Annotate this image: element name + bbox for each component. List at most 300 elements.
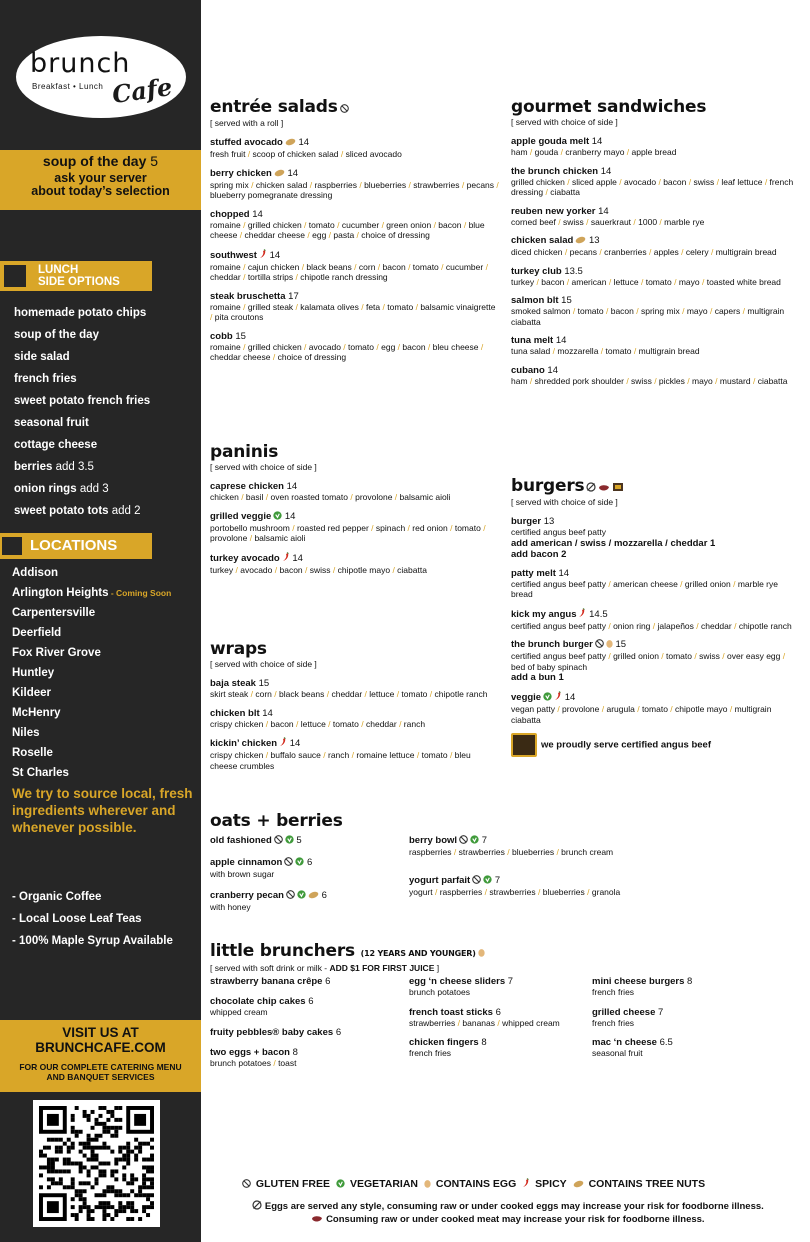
menu-item[interactable] bbox=[511, 608, 801, 632]
item-title: cobb bbox=[210, 330, 233, 342]
ingredient: bacon bbox=[279, 564, 303, 575]
ingredient: raspberries bbox=[314, 179, 357, 190]
separator: / bbox=[686, 176, 694, 187]
ingredient: chicken salad bbox=[255, 179, 308, 190]
menu-item[interactable] bbox=[409, 976, 589, 998]
menu-item[interactable] bbox=[210, 1027, 405, 1038]
item-description bbox=[511, 147, 801, 158]
separator: / bbox=[358, 718, 366, 729]
location-note: - Coming Soon bbox=[108, 588, 172, 598]
location-name: Niles bbox=[12, 727, 40, 739]
vegetarian-icon bbox=[273, 511, 282, 523]
item-price: 14 bbox=[292, 552, 303, 564]
separator: / bbox=[527, 375, 535, 386]
location-name: Huntley bbox=[12, 667, 55, 679]
separator: / bbox=[375, 261, 383, 272]
ingredient: cheddar bbox=[365, 718, 397, 729]
ingredient: black beans bbox=[279, 689, 325, 699]
ingredient: cucumber bbox=[341, 219, 380, 230]
separator: / bbox=[396, 718, 404, 729]
ingredient: corn bbox=[358, 261, 376, 272]
extra-item: - 100% Maple Syrup Available bbox=[12, 935, 173, 947]
little-brunchers-title: little brunchers bbox=[210, 941, 355, 961]
angus-statement-text: we proudly serve certified angus beef bbox=[541, 739, 711, 751]
item-price: 14 bbox=[298, 137, 310, 148]
little-brunchers-col3 bbox=[592, 976, 800, 1059]
item-description bbox=[409, 987, 589, 998]
ingredient: bacon bbox=[438, 219, 462, 230]
ingredient: spinach bbox=[375, 522, 406, 533]
gluten-free-icon bbox=[472, 875, 481, 887]
side-option bbox=[14, 372, 150, 394]
ingredient: bed of baby spinach bbox=[511, 661, 588, 672]
item-description bbox=[511, 346, 801, 357]
ingredient: romaine bbox=[210, 301, 241, 312]
separator: / bbox=[305, 230, 313, 240]
raw-meat-icon bbox=[598, 478, 610, 497]
little-brunchers-note-a: [ served with soft drink or milk - bbox=[210, 963, 330, 973]
side-option-name: french fries bbox=[14, 373, 77, 385]
item-name bbox=[409, 1037, 589, 1048]
gluten-free-icon bbox=[595, 639, 604, 651]
location-item[interactable] bbox=[12, 606, 171, 626]
egg-icon bbox=[424, 1179, 431, 1191]
separator: / bbox=[459, 179, 467, 190]
menu-item[interactable] bbox=[511, 639, 801, 683]
menu-item[interactable] bbox=[210, 331, 500, 363]
little-brunchers-section bbox=[210, 941, 800, 1068]
ingredient: bacon bbox=[270, 718, 294, 729]
ingredient: swiss bbox=[309, 564, 331, 575]
item-description bbox=[592, 1018, 800, 1029]
menu-item[interactable] bbox=[592, 1007, 800, 1029]
separator: / bbox=[495, 1017, 503, 1028]
menu-item[interactable] bbox=[511, 136, 801, 158]
menu-item[interactable] bbox=[511, 365, 801, 387]
ingredient: romaine bbox=[210, 219, 241, 230]
separator: / bbox=[263, 492, 271, 502]
gourmet-sandwiches-section bbox=[511, 98, 801, 386]
separator: / bbox=[624, 147, 632, 157]
spicy-icon bbox=[578, 608, 586, 621]
ingredient: raspberries bbox=[409, 847, 452, 857]
menu-item[interactable] bbox=[511, 516, 801, 560]
menu-item[interactable] bbox=[210, 552, 500, 576]
separator: / bbox=[358, 301, 366, 312]
ingredient: granola bbox=[591, 886, 621, 897]
tree-nut-icon bbox=[308, 891, 319, 902]
item-description bbox=[210, 565, 500, 576]
ingredient: strawberries bbox=[413, 179, 460, 190]
separator: / bbox=[598, 346, 606, 356]
ingredient: mayo bbox=[678, 276, 700, 287]
item-name bbox=[210, 708, 500, 719]
separator: / bbox=[707, 306, 715, 316]
item-title: salmon blt bbox=[511, 295, 559, 306]
ingredient: arugula bbox=[606, 704, 635, 714]
item-description bbox=[210, 492, 500, 503]
ingredient: corned beef bbox=[511, 216, 556, 227]
separator: / bbox=[730, 578, 738, 589]
separator: / bbox=[272, 564, 280, 575]
ingredient: lettuce bbox=[369, 689, 395, 699]
lunch-heading-line2: SIDE OPTIONS bbox=[38, 276, 120, 288]
ingredient: skirt steak bbox=[210, 689, 249, 699]
ingredient: tuna salad bbox=[511, 346, 551, 356]
location-item[interactable] bbox=[12, 566, 171, 586]
menu-item[interactable] bbox=[210, 209, 500, 241]
item-description bbox=[511, 217, 801, 228]
side-option bbox=[14, 438, 150, 460]
ingredient: tomato bbox=[387, 301, 414, 312]
separator: / bbox=[692, 651, 700, 661]
menu-item[interactable] bbox=[511, 206, 801, 228]
menu-item[interactable] bbox=[592, 976, 800, 998]
side-option-name: sweet potato tots bbox=[14, 505, 109, 517]
menu-item[interactable] bbox=[511, 235, 801, 258]
item-price: 14 bbox=[555, 335, 567, 346]
item-title: yogurt parfait bbox=[409, 874, 471, 886]
item-name bbox=[210, 678, 500, 689]
side-option-name: homemade potato chips bbox=[14, 307, 147, 319]
separator: / bbox=[447, 522, 455, 533]
item-title: veggie bbox=[511, 692, 542, 703]
ingredient: tomato bbox=[454, 522, 481, 533]
separator: / bbox=[651, 375, 659, 386]
menu-item[interactable] bbox=[210, 168, 500, 201]
ingredient: leaf lettuce bbox=[721, 176, 763, 187]
separator: / bbox=[348, 492, 356, 502]
item-name bbox=[409, 875, 799, 887]
item-title: chocolate chip cakes bbox=[210, 996, 306, 1007]
separator: / bbox=[605, 651, 614, 661]
item-title: chicken salad bbox=[511, 235, 574, 246]
item-name bbox=[210, 890, 400, 902]
location-item[interactable] bbox=[12, 686, 171, 706]
ingredient: gouda bbox=[534, 147, 559, 157]
menu-item[interactable] bbox=[210, 835, 400, 847]
qr-code[interactable] bbox=[33, 1100, 160, 1227]
ingredient: pickles bbox=[658, 375, 685, 386]
ingredient: mustard bbox=[719, 375, 751, 386]
ingredient: strawberries bbox=[409, 1017, 456, 1028]
separator: / bbox=[583, 216, 591, 227]
ingredient: 1000 bbox=[638, 216, 658, 227]
item-price: 15 bbox=[561, 295, 572, 306]
item-title: caprese chicken bbox=[210, 481, 284, 492]
ingredient: balsamic aioli bbox=[254, 533, 306, 543]
ingredient: multigrain bread bbox=[638, 346, 700, 356]
item-price: 7 bbox=[481, 835, 487, 846]
separator: / bbox=[414, 750, 422, 760]
ingredient: with honey bbox=[210, 901, 251, 912]
menu-item[interactable] bbox=[592, 1037, 800, 1059]
location-name: St Charles bbox=[12, 767, 69, 779]
ingredient: jalapeños bbox=[657, 620, 694, 631]
ingredient: bananas bbox=[462, 1017, 496, 1028]
ingredient: tomato bbox=[421, 750, 448, 760]
location-name: Roselle bbox=[12, 747, 53, 759]
separator: / bbox=[356, 179, 365, 190]
lunch-heading-line1: LUNCH bbox=[38, 264, 79, 276]
ingredient: red onion bbox=[412, 522, 448, 533]
section-title-text: wraps bbox=[210, 639, 267, 659]
gluten-free-icon bbox=[286, 890, 295, 902]
tree-nut-icon bbox=[575, 236, 586, 247]
lunch-side-options-heading bbox=[0, 261, 152, 291]
location-item[interactable] bbox=[12, 726, 171, 746]
item-price: 14 bbox=[262, 707, 273, 719]
ingredient: strawberries bbox=[489, 886, 536, 897]
item-title: chicken blt bbox=[210, 707, 260, 719]
menu-item[interactable] bbox=[409, 875, 799, 898]
separator: / bbox=[597, 247, 605, 257]
locations-heading bbox=[0, 533, 152, 559]
item-price: 5 bbox=[296, 835, 302, 846]
ingredient: blue cheese bbox=[210, 219, 485, 240]
item-name bbox=[409, 835, 799, 847]
item-price: 14 bbox=[547, 364, 558, 376]
separator: / bbox=[362, 689, 370, 699]
item-name bbox=[210, 249, 500, 262]
ingredient: cheddar cheese bbox=[210, 352, 271, 362]
ingredient: certified angus beef patty bbox=[511, 578, 606, 589]
item-title: strawberry banana crêpe bbox=[210, 976, 323, 987]
ingredient: apple bread bbox=[631, 147, 677, 157]
raw-meat-footnote-text: Consuming raw or under cooked meat may increase your risk for foodborne illness. bbox=[326, 1214, 705, 1225]
brunch-cafe-logo[interactable] bbox=[16, 36, 186, 118]
location-item[interactable] bbox=[12, 746, 171, 766]
ingredient: tomato bbox=[332, 718, 359, 729]
separator: / bbox=[599, 704, 607, 714]
item-title: grilled cheese bbox=[592, 1006, 656, 1018]
menu-item[interactable] bbox=[210, 857, 400, 880]
item-description bbox=[210, 869, 400, 880]
little-brunchers-col1 bbox=[210, 976, 405, 1068]
separator: / bbox=[679, 306, 687, 316]
separator: / bbox=[656, 176, 664, 187]
section-title-text: paninis bbox=[210, 442, 279, 462]
menu-item[interactable] bbox=[210, 996, 405, 1018]
lunch-side-list bbox=[14, 306, 150, 526]
menu-item[interactable] bbox=[210, 137, 500, 160]
locations-heading-text: LOCATIONS bbox=[30, 537, 118, 554]
ingredient: grilled steak bbox=[247, 301, 294, 312]
item-description bbox=[409, 1018, 589, 1029]
menu-item[interactable] bbox=[210, 481, 500, 503]
menu-item[interactable] bbox=[210, 511, 500, 544]
ingredient: over easy egg bbox=[726, 651, 781, 661]
menu-item[interactable] bbox=[210, 976, 405, 987]
item-name bbox=[592, 1007, 800, 1018]
side-option bbox=[14, 482, 150, 504]
ingredient: tomato bbox=[348, 341, 375, 352]
separator: / bbox=[247, 533, 255, 543]
separator: / bbox=[543, 187, 551, 197]
ingredient: sliced avocado bbox=[345, 149, 402, 159]
item-title: berry bowl bbox=[409, 835, 458, 846]
menu-item[interactable] bbox=[210, 678, 500, 700]
egg-icon bbox=[606, 639, 613, 651]
menu-item[interactable] bbox=[210, 890, 400, 913]
item-name bbox=[511, 235, 801, 247]
ingredient: raspberries bbox=[439, 886, 483, 897]
menu-item[interactable] bbox=[409, 1007, 589, 1029]
menu-item[interactable] bbox=[409, 1037, 589, 1059]
legend-item-tree-nuts bbox=[571, 1178, 707, 1190]
item-title: stuffed avocado bbox=[210, 137, 283, 148]
item-description bbox=[409, 847, 799, 858]
separator: / bbox=[750, 375, 758, 386]
item-description bbox=[511, 579, 801, 600]
visit-url[interactable]: BRUNCHCAFE.COM bbox=[35, 1040, 166, 1055]
menu-item[interactable] bbox=[409, 835, 799, 858]
item-description bbox=[210, 262, 500, 283]
separator: / bbox=[413, 301, 421, 312]
item-name bbox=[409, 1007, 589, 1018]
vegetarian-icon bbox=[285, 835, 294, 847]
raw-meat-footnote bbox=[212, 1214, 802, 1226]
separator: / bbox=[299, 261, 307, 272]
spicy-icon bbox=[282, 552, 290, 565]
menu-item[interactable] bbox=[210, 1047, 405, 1069]
separator: / bbox=[535, 886, 543, 897]
gluten-free-icon bbox=[274, 835, 283, 847]
item-title: berry chicken bbox=[210, 167, 272, 179]
ingredient: tomato bbox=[645, 276, 672, 287]
item-description bbox=[210, 302, 500, 323]
ingredient: ham bbox=[511, 375, 528, 386]
separator: / bbox=[293, 272, 301, 282]
location-item[interactable] bbox=[12, 586, 171, 606]
ingredient: pecans bbox=[466, 179, 495, 190]
little-brunchers-juice-note: ADD $1 FOR FIRST JUICE bbox=[329, 963, 435, 973]
menu-item[interactable] bbox=[511, 335, 801, 357]
ingredient: blueberries bbox=[512, 847, 555, 857]
item-name bbox=[592, 1037, 800, 1048]
item-description bbox=[511, 704, 801, 725]
ingredient: blueberries bbox=[364, 179, 407, 190]
separator: / bbox=[461, 219, 469, 230]
ingredient: bacon bbox=[663, 176, 687, 187]
menu-item[interactable] bbox=[210, 737, 500, 771]
location-item[interactable] bbox=[12, 706, 171, 726]
side-option-name: seasonal fruit bbox=[14, 417, 89, 429]
wraps-title bbox=[210, 640, 500, 659]
side-option-name: cottage cheese bbox=[14, 439, 98, 451]
separator: / bbox=[633, 306, 641, 316]
ingredient: whipped cream bbox=[502, 1017, 560, 1028]
ingredient: roasted red pepper bbox=[296, 522, 369, 533]
ingredient: cheddar bbox=[331, 689, 363, 699]
item-price: 8 bbox=[481, 1037, 487, 1048]
menu-item[interactable] bbox=[511, 691, 801, 725]
section-note: [ served with a roll ] bbox=[210, 118, 284, 128]
ingredient: basil bbox=[245, 492, 264, 502]
separator: / bbox=[237, 230, 245, 240]
separator: / bbox=[438, 261, 446, 272]
visit-sub-2: AND BANQUET SERVICES bbox=[46, 1072, 155, 1082]
item-title: two eggs + bacon bbox=[210, 1046, 290, 1058]
gluten-free-icon bbox=[284, 857, 293, 869]
menu-item[interactable] bbox=[210, 249, 500, 283]
item-price: 15 bbox=[615, 639, 627, 650]
ingredient: bacon bbox=[382, 261, 406, 272]
visit-website-banner[interactable] bbox=[0, 1020, 201, 1092]
separator: / bbox=[638, 276, 646, 287]
item-description bbox=[592, 987, 800, 998]
ingredient: cajun chicken bbox=[247, 261, 300, 272]
ingredient: choice of dressing bbox=[277, 352, 347, 362]
ingredient: ciabatta bbox=[550, 187, 581, 197]
ingredient: feta bbox=[365, 301, 381, 312]
menu-item[interactable] bbox=[511, 266, 801, 288]
raw-egg-footnote-text: Eggs are served any style, consuming raw or under cooked eggs may increase your risk for foodborne illness. bbox=[264, 1201, 764, 1212]
legend-item-spicy bbox=[520, 1178, 568, 1190]
item-price: 14 bbox=[287, 167, 299, 179]
ingredient: onion ring bbox=[613, 620, 651, 631]
item-title: kickin’ chicken bbox=[210, 738, 278, 749]
ingredient: mayo bbox=[692, 375, 713, 386]
ingredient: grilled onion bbox=[613, 651, 659, 661]
ingredient: certified angus beef patty bbox=[511, 527, 606, 537]
location-item[interactable] bbox=[12, 666, 171, 686]
side-option bbox=[14, 328, 150, 350]
separator: / bbox=[677, 578, 685, 589]
menu-item[interactable] bbox=[210, 708, 500, 730]
item-name bbox=[210, 511, 500, 523]
menu-item[interactable] bbox=[511, 295, 801, 327]
location-item[interactable] bbox=[12, 766, 171, 786]
separator: / bbox=[349, 750, 357, 760]
ingredient: swiss bbox=[699, 651, 720, 661]
ingredient: mozzarella bbox=[557, 346, 599, 356]
menu-item[interactable] bbox=[511, 166, 801, 198]
ingredient: seasonal fruit bbox=[592, 1048, 643, 1058]
separator: / bbox=[302, 564, 310, 575]
ingredient: scoop of chicken salad bbox=[252, 149, 339, 159]
menu-item[interactable] bbox=[210, 291, 500, 323]
ingredient: provolone bbox=[562, 704, 600, 714]
separator: / bbox=[368, 522, 376, 533]
item-title: cubano bbox=[511, 364, 545, 376]
item-title: the brunch chicken bbox=[511, 165, 599, 177]
item-name bbox=[511, 568, 801, 579]
ingredient: strawberries bbox=[458, 847, 505, 857]
item-name bbox=[511, 365, 801, 376]
little-brunchers-col2 bbox=[409, 976, 589, 1059]
ingredient: swiss bbox=[631, 375, 652, 386]
side-option-name: onion rings bbox=[14, 483, 77, 495]
separator: / bbox=[646, 247, 654, 257]
location-item[interactable] bbox=[12, 646, 171, 666]
ingredient: chipotle ranch dressing bbox=[300, 272, 388, 282]
separator: / bbox=[270, 1057, 279, 1068]
separator: / bbox=[210, 312, 215, 322]
ingredient: certified angus beef patty bbox=[511, 620, 606, 631]
section-title-text: burgers bbox=[511, 476, 585, 496]
oats-berries-section bbox=[210, 811, 800, 912]
location-item[interactable] bbox=[12, 626, 171, 646]
item-price: 13.5 bbox=[564, 265, 583, 277]
ingredient: brunch potatoes bbox=[210, 1057, 271, 1068]
spicy-icon bbox=[554, 691, 562, 704]
ingredient: balsamic aioli bbox=[399, 492, 451, 502]
separator: / bbox=[330, 564, 338, 575]
menu-item[interactable] bbox=[511, 568, 801, 600]
side-option-name: sweet potato french fries bbox=[14, 395, 151, 407]
item-name bbox=[511, 639, 801, 651]
